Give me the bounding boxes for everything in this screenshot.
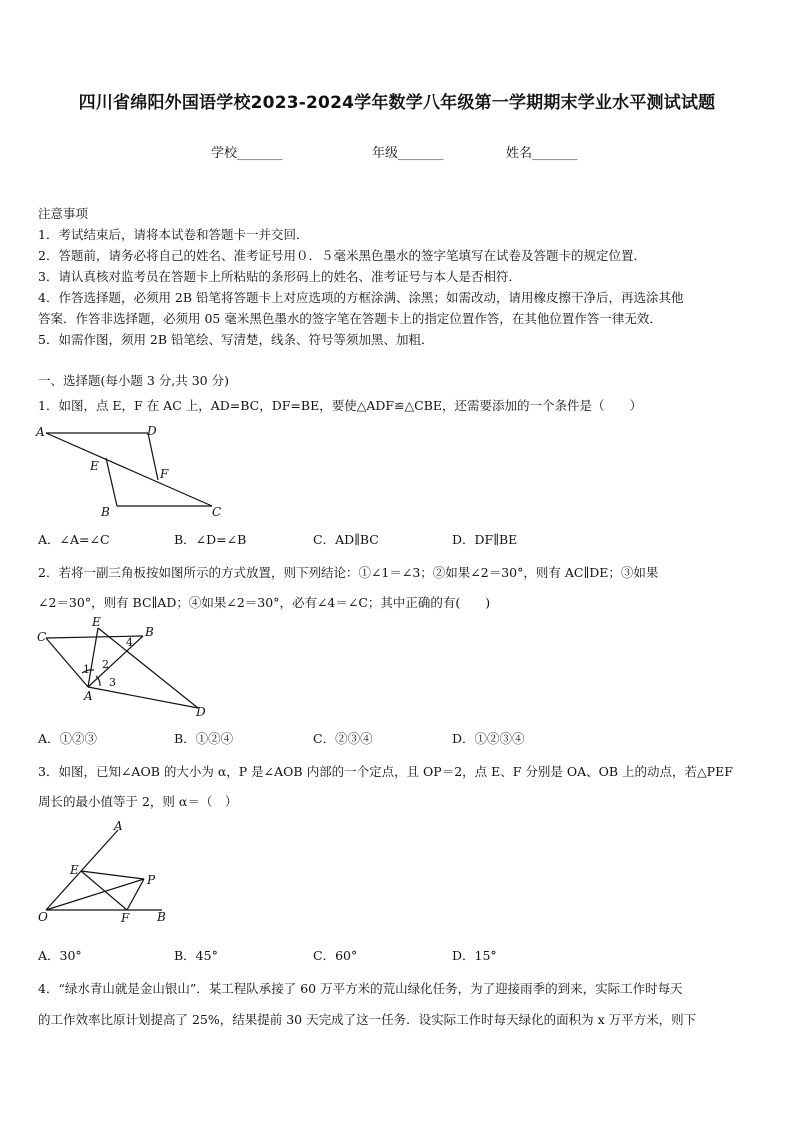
page-title: 四川省绵阳外国语学校2023-2024学年数学八年级第一学期期末学业水平测试试题	[78, 93, 716, 113]
q2-option-c: C．②③④	[313, 731, 373, 746]
grade-field: 年级_______	[372, 146, 444, 161]
question-3-line-2: 周长的最小值等于 2，则 α＝（ ）	[38, 794, 238, 809]
q3-label-b: B	[157, 910, 166, 924]
q1-label-f: F	[160, 467, 169, 481]
q2-label-b: B	[145, 625, 154, 639]
q3-option-d: D．15°	[452, 948, 497, 963]
q1-label-c: C	[212, 505, 222, 519]
q3-label-o: O	[38, 910, 48, 924]
note-item: 答案．作答非选择题，必须用 05 毫米黑色墨水的签字笔在答题卡上的指定位置作答，在其他位置作答一律无效．	[38, 311, 662, 326]
question-2-line-1: 2．若将一副三角板按如图所示的方式放置，则下列结论：①∠1＝∠3；②如果∠2＝30°，则有 AC∥DE；③如果	[38, 565, 659, 580]
q1-option-d: D．DF∥BE	[452, 532, 518, 547]
section-heading: 一、选择题(每小题 3 分,共 30 分)	[38, 373, 229, 388]
question-4-line-2: 的工作效率比原计划提高了 25%，结果提前 30 天完成了这一任务．设实际工作时每天绿化的面积为 x 万平方米，则下	[38, 1012, 697, 1027]
q3-option-b: B．45°	[174, 948, 218, 963]
question-2-line-2: ∠2＝30°，则有 BC∥AD；④如果∠2＝30°，必有∠4＝∠C；其中正确的有( )	[38, 595, 491, 610]
q3-segment-ef	[81, 871, 127, 910]
q2-label-e: E	[92, 615, 101, 629]
q2-option-a: A．①②③	[38, 731, 98, 746]
q2-label-a: A	[84, 689, 93, 703]
q3-label-a: A	[114, 819, 123, 833]
note-item: 1．考试结束后，请将本试卷和答题卡一并交回．	[38, 227, 309, 242]
q3-option-c: C．60°	[313, 948, 358, 963]
question-1-text: 1．如图，点 E，F 在 AC 上，AD=BC，DF=BE，要使△ADF≌△CBE，还需要添加的一个条件是（ ）	[38, 398, 643, 413]
q2-label-d: D	[196, 705, 206, 719]
note-item: 5．如需作图，须用 2B 铅笔绘、写清楚，线条、符号等须加黑、加粗．	[38, 332, 434, 347]
q2-label-angle-3: 3	[109, 676, 116, 689]
note-item: 2．答题前，请务必将自己的姓名、准考证号用０．５毫米黑色墨水的签字笔填写在试卷及答题卡的规定位置．	[38, 248, 646, 263]
q3-label-p: P	[147, 873, 156, 887]
q2-label-angle-4: 4	[126, 636, 133, 649]
q1-label-b: B	[101, 505, 110, 519]
name-field: 姓名_______	[506, 146, 578, 161]
note-item: 3．请认真核对监考员在答题卡上所粘贴的条形码上的姓名、准考证号与本人是否相符．	[38, 269, 521, 284]
q1-option-a: A．∠A=∠C	[38, 532, 110, 547]
notes-heading: 注意事项	[38, 206, 89, 221]
q2-option-d: D．①②③④	[452, 731, 525, 746]
question-3-line-1: 3．如图，已知∠AOB 的大小为 α，P 是∠AOB 内部的一个定点，且 OP＝2，点 E、F 分别是 OA、OB 上的动点，若△PEF	[38, 764, 733, 779]
q1-option-c: C．AD∥BC	[313, 532, 379, 547]
q3-label-e: E	[70, 863, 79, 877]
q3-segment-ep	[81, 871, 144, 879]
q3-option-a: A．30°	[38, 948, 82, 963]
q1-label-a: A	[36, 425, 45, 439]
q3-label-f: F	[121, 911, 130, 925]
q1-option-b: B．∠D=∠B	[174, 532, 247, 547]
q2-label-angle-2: 2	[102, 658, 109, 671]
q2-label-c: C	[37, 630, 47, 644]
q1-label-d: D	[147, 424, 157, 438]
school-field: 学校_______	[211, 146, 283, 161]
q1-label-e: E	[90, 459, 99, 473]
question-4-line-1: 4．“绿水青山就是金山银山”．某工程队承接了 60 万平方米的荒山绿化任务，为了迎接雨季的到来，实际工作时每天	[38, 981, 683, 996]
note-item: 4．作答选择题，必须用 2B 铅笔将答题卡上对应选项的方框涂满、涂黑；如需改动，请用橡皮擦干净后，再选涂其他	[38, 290, 684, 305]
q2-label-angle-1: 1	[83, 663, 90, 676]
q2-option-b: B．①②④	[174, 731, 234, 746]
